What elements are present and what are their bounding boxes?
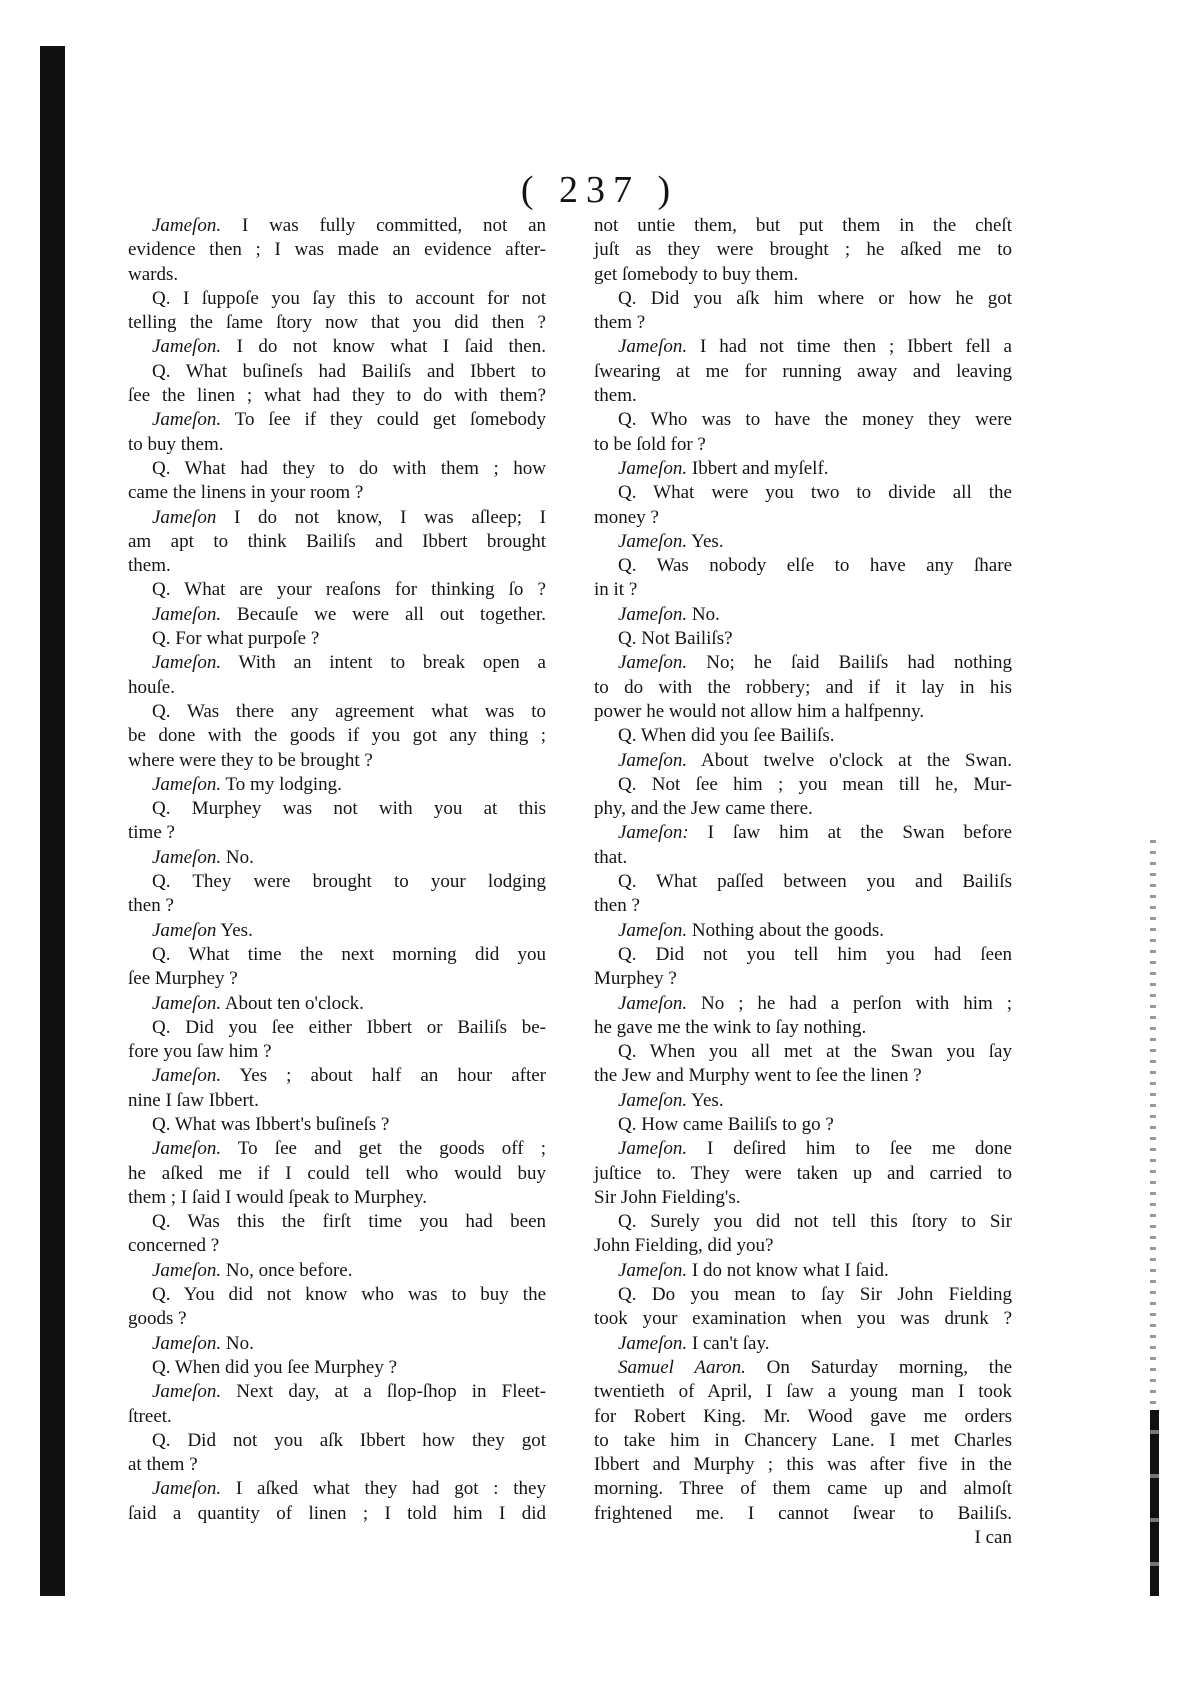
text-line — [128, 1356, 546, 1380]
text-line — [594, 1307, 1012, 1331]
line-text: Q. Do you mean to ſay Sir John Fielding — [618, 1284, 1012, 1306]
text-line — [594, 578, 1012, 602]
line-text: then ? — [128, 895, 174, 917]
text-line — [128, 700, 546, 724]
text-line — [128, 1234, 546, 1258]
speaker-name: Jameſon. — [618, 1089, 688, 1111]
text-line — [128, 1162, 546, 1186]
speaker-name: Jameſon. — [618, 603, 688, 625]
text-line — [594, 506, 1012, 530]
text-line — [594, 335, 1012, 359]
speaker-name: Jameſon. — [152, 409, 222, 431]
text-line — [128, 335, 546, 359]
line-text: juſt as they were brought ; he aſked me to — [594, 239, 1012, 261]
text-line — [128, 676, 546, 700]
text-line — [594, 1016, 1012, 1040]
book-spine-shadow — [40, 46, 65, 1596]
line-text: Q. What paſſed between you and Bailiſs — [618, 871, 1012, 893]
line-text: them. — [594, 385, 637, 407]
line-text: Q. What time the next morning did you — [152, 943, 546, 965]
line-text: telling the ſame ſtory now that you did then ? — [128, 312, 546, 334]
line-text: Yes ; about half an hour after — [221, 1065, 546, 1087]
text-line — [128, 1283, 546, 1307]
text-line — [594, 384, 1012, 408]
text-line — [594, 360, 1012, 384]
speaker-name: Jameſon. — [618, 652, 688, 674]
page-edge-marks — [1150, 840, 1156, 1460]
line-text: ſee Murphey ? — [128, 968, 238, 990]
text-line — [594, 554, 1012, 578]
text-line — [128, 433, 546, 457]
line-text: John Fielding, did you? — [594, 1235, 774, 1257]
text-line — [594, 1429, 1012, 1453]
line-text: No; he ſaid Bailiſs had nothing — [687, 652, 1012, 674]
speaker-name: Jameſon. — [152, 773, 222, 795]
text-line — [594, 1162, 1012, 1186]
text-line — [594, 1502, 1012, 1526]
line-text: Q. What had they to do with them ; how — [152, 457, 546, 479]
text-line — [128, 1307, 546, 1331]
text-line — [594, 457, 1012, 481]
text-line — [594, 1453, 1012, 1477]
page-number: ( 237 ) — [520, 169, 679, 211]
line-text: the Jew and Murphy went to ſee the linen ? — [594, 1065, 922, 1087]
text-line — [594, 1259, 1012, 1283]
line-text: I do not know what I ſaid. — [687, 1259, 889, 1281]
text-line — [594, 1137, 1012, 1161]
text-line — [594, 870, 1012, 894]
text-line — [594, 530, 1012, 554]
line-text: ſtreet. — [128, 1405, 172, 1427]
line-text: About twelve o'clock at the Swan. — [687, 749, 1012, 771]
speaker-name: Jameſon — [152, 506, 217, 528]
text-line — [128, 992, 546, 1016]
text-line — [128, 530, 546, 554]
line-text: I can — [974, 1527, 1012, 1549]
line-text: Yes. — [687, 530, 724, 552]
speaker-name: Samuel Aaron. — [618, 1356, 746, 1378]
line-text: Q. Did you ſee either Ibbert or Bailiſs be- — [152, 1016, 546, 1038]
text-line — [128, 214, 546, 238]
text-line — [128, 1089, 546, 1113]
line-text: Q. They were brought to your lodging — [152, 871, 546, 893]
line-text: them. — [128, 555, 171, 577]
text-line — [594, 773, 1012, 797]
line-text: Q. Did not you aſk Ibbert how they got — [152, 1429, 546, 1451]
text-line — [128, 1186, 546, 1210]
line-text: not untie them, but put them in the cheſt — [594, 215, 1012, 236]
text-line — [594, 846, 1012, 870]
text-line — [128, 1259, 546, 1283]
text-line — [594, 627, 1012, 651]
text-line — [594, 1064, 1012, 1088]
text-line — [594, 287, 1012, 311]
line-text: to be ſold for ? — [594, 433, 706, 455]
line-text: Sir John Fielding's. — [594, 1186, 741, 1208]
line-text: With an intent to break open a — [221, 652, 546, 674]
text-line — [128, 894, 546, 918]
text-line — [128, 360, 546, 384]
line-text: Becauſe we were all out together. — [221, 603, 546, 625]
line-text: I deſired him to ſee me done — [687, 1138, 1012, 1160]
line-text: No. — [221, 1332, 254, 1354]
text-line — [128, 870, 546, 894]
line-text: to do with the robbery; and if it lay in his — [594, 676, 1012, 698]
line-text: Yes. — [687, 1089, 724, 1111]
speaker-name: Jameſon — [152, 919, 217, 941]
text-line — [594, 919, 1012, 943]
text-line — [128, 773, 546, 797]
speaker-name: Jameſon. — [618, 1138, 688, 1160]
line-text: where were they to be brought ? — [128, 749, 373, 771]
line-text: Next day, at a ſlop-ſhop in Fleet- — [221, 1381, 546, 1403]
text-line — [594, 967, 1012, 991]
text-line — [128, 1453, 546, 1477]
line-text: Q. What are your reaſons for thinking ſo ? — [152, 579, 546, 601]
line-text: Q. When did you ſee Murphey ? — [152, 1356, 398, 1378]
line-text: Q. Murphey was not with you at this — [152, 798, 546, 820]
line-text: houſe. — [128, 676, 175, 698]
line-text: time ? — [128, 822, 175, 844]
line-text: to take him in Chancery Lane. I met Charles — [594, 1429, 1012, 1451]
text-line — [128, 408, 546, 432]
text-line — [128, 967, 546, 991]
page-edge-bar — [1150, 1410, 1159, 1596]
line-text: Q. What was Ibbert's buſineſs ? — [152, 1113, 390, 1135]
line-text: I aſked what they had got : they — [221, 1478, 546, 1500]
line-text: phy, and the Jew came there. — [594, 798, 813, 820]
speaker-name: Jameſon. — [618, 1259, 688, 1281]
line-text: Ibbert and myſelf. — [687, 457, 829, 479]
text-line — [594, 700, 1012, 724]
line-text: Yes. — [216, 919, 253, 941]
line-text: Q. When you all met at the Swan you ſay — [618, 1041, 1012, 1063]
text-line — [594, 238, 1012, 262]
line-text: twentieth of April, I ſaw a young man I took — [594, 1381, 1012, 1403]
speaker-name: Jameſon. — [618, 336, 688, 358]
speaker-name: Jameſon: — [618, 822, 689, 844]
line-text: Q. When did you ſee Bailiſs. — [618, 725, 835, 747]
speaker-name: Jameſon. — [152, 1332, 222, 1354]
line-text: No ; he had a perſon with him ; — [687, 992, 1012, 1014]
text-line — [128, 506, 546, 530]
text-line — [594, 263, 1012, 287]
line-text: Q. Surely you did not tell this ſtory to Sir — [618, 1211, 1012, 1233]
text-line — [128, 1502, 546, 1526]
line-text: Q. Did not you tell him you had ſeen — [618, 943, 1012, 965]
line-text: I ſaw him at the Swan before — [688, 822, 1012, 844]
line-text: I do not know what I ſaid then. — [221, 336, 546, 358]
line-text: ſaid a quantity of linen ; I told him I did — [128, 1502, 546, 1524]
text-line — [594, 1089, 1012, 1113]
line-text: at them ? — [128, 1454, 198, 1476]
speaker-name: Jameſon. — [152, 1065, 222, 1087]
line-text: Q. Not ſee him ; you mean till he, Mur- — [618, 773, 1012, 795]
line-text: To my lodging. — [221, 773, 342, 795]
text-line — [128, 943, 546, 967]
line-text: On Saturday morning, the — [745, 1356, 1012, 1378]
line-text: I had not time then ; Ibbert fell a — [687, 336, 1012, 358]
line-text: morning. Three of them came up and almoſt — [594, 1478, 1012, 1500]
line-text: frightened me. I cannot ſwear to Bailiſs. — [594, 1502, 1012, 1524]
line-text: wards. — [128, 263, 179, 285]
text-line — [128, 311, 546, 335]
text-line — [594, 1526, 1012, 1550]
text-line — [594, 433, 1012, 457]
line-text: Q. Was nobody elſe to have any ſhare — [618, 555, 1012, 577]
line-text: be done with the goods if you got any thing ; — [128, 725, 546, 747]
text-line — [594, 1040, 1012, 1064]
text-line — [594, 1186, 1012, 1210]
line-text: came the linens in your room ? — [128, 482, 364, 504]
line-text: Q. What buſineſs had Bailiſs and Ibbert to — [152, 360, 546, 382]
text-line — [128, 1040, 546, 1064]
speaker-name: Jameſon. — [618, 457, 688, 479]
left-column — [128, 214, 546, 1526]
speaker-name: Jameſon. — [152, 336, 222, 358]
line-text: I can't ſay. — [687, 1332, 770, 1354]
line-text: to buy them. — [128, 433, 224, 455]
line-text: To ſee and get the goods off ; — [221, 1138, 546, 1160]
text-line — [128, 457, 546, 481]
text-line — [128, 821, 546, 845]
line-text: Q. You did not know who was to buy the — [152, 1284, 546, 1306]
line-text: power he would not allow him a halfpenny. — [594, 700, 925, 722]
line-text: am apt to think Bailiſs and Ibbert brought — [128, 530, 546, 552]
text-line — [128, 603, 546, 627]
text-line — [128, 724, 546, 748]
text-line — [594, 1477, 1012, 1501]
line-text: ſee the linen ; what had they to do with them? — [128, 385, 546, 407]
line-text: ſwearing at me for running away and leaving — [594, 360, 1012, 382]
line-text: that. — [594, 846, 628, 868]
text-line — [128, 554, 546, 578]
text-line — [128, 1137, 546, 1161]
line-text: goods ? — [128, 1308, 187, 1330]
line-text: To ſee if they could get ſomebody — [221, 409, 546, 431]
text-line — [128, 919, 546, 943]
line-text: get ſomebody to buy them. — [594, 263, 799, 285]
line-text: then ? — [594, 895, 640, 917]
text-line — [594, 1234, 1012, 1258]
line-text: fore you ſaw him ? — [128, 1041, 272, 1063]
line-text: No. — [221, 846, 254, 868]
line-text: took your examination when you was drunk ? — [594, 1308, 1012, 1330]
line-text: them ; I ſaid I would ſpeak to Murphey. — [128, 1186, 428, 1208]
text-line — [594, 992, 1012, 1016]
text-line — [594, 821, 1012, 845]
speaker-name: Jameſon. — [618, 919, 688, 941]
speaker-name: Jameſon. — [152, 603, 222, 625]
text-line — [594, 894, 1012, 918]
speaker-name: Jameſon. — [152, 846, 222, 868]
text-line — [128, 1064, 546, 1088]
text-line — [594, 1356, 1012, 1380]
text-line — [128, 238, 546, 262]
text-line — [128, 1380, 546, 1404]
text-line — [594, 1380, 1012, 1404]
line-text: Q. Was there any agreement what was to — [152, 700, 546, 722]
speaker-name: Jameſon. — [152, 1138, 222, 1160]
speaker-name: Jameſon. — [152, 1381, 222, 1403]
line-text: in it ? — [594, 579, 638, 601]
line-text: evidence then ; I was made an evidence after- — [128, 239, 546, 261]
text-line — [128, 846, 546, 870]
text-line — [128, 1477, 546, 1501]
right-column — [594, 214, 1012, 1550]
text-line — [128, 481, 546, 505]
speaker-name: Jameſon. — [618, 530, 688, 552]
speaker-name: Jameſon. — [618, 1332, 688, 1354]
line-text: Q. How came Bailiſs to go ? — [618, 1113, 834, 1135]
speaker-name: Jameſon. — [152, 1259, 222, 1281]
text-line — [128, 384, 546, 408]
text-line — [128, 797, 546, 821]
line-text: he gave me the wink to ſay nothing. — [594, 1016, 867, 1038]
text-line — [594, 1283, 1012, 1307]
text-line — [594, 724, 1012, 748]
speaker-name: Jameſon. — [152, 215, 222, 236]
speaker-name: Jameſon. — [618, 749, 688, 771]
text-line — [128, 578, 546, 602]
text-line — [594, 1332, 1012, 1356]
text-line — [128, 651, 546, 675]
line-text: Q. I ſuppoſe you ſay this to account for not — [152, 287, 546, 309]
line-text: he aſked me if I could tell who would buy — [128, 1162, 546, 1184]
text-line — [594, 749, 1012, 773]
text-line — [594, 1113, 1012, 1137]
text-line — [594, 481, 1012, 505]
text-line — [594, 651, 1012, 675]
text-line — [128, 263, 546, 287]
line-text: Q. Did you aſk him where or how he got — [618, 287, 1012, 309]
text-line — [128, 749, 546, 773]
line-text: Q. Who was to have the money they were — [618, 409, 1012, 431]
speaker-name: Jameſon. — [152, 992, 222, 1014]
line-text: I do not know, I was aſleep; I — [216, 506, 546, 528]
speaker-name: Jameſon. — [618, 992, 688, 1014]
text-line — [128, 1113, 546, 1137]
speaker-name: Jameſon. — [152, 1478, 222, 1500]
text-line — [594, 1210, 1012, 1234]
text-line — [128, 1016, 546, 1040]
line-text: juſtice to. They were taken up and carried to — [594, 1162, 1012, 1184]
text-line — [594, 408, 1012, 432]
line-text: About ten o'clock. — [221, 992, 364, 1014]
line-text: money ? — [594, 506, 659, 528]
text-line — [594, 603, 1012, 627]
text-line — [128, 1332, 546, 1356]
text-line — [594, 214, 1012, 238]
line-text: Q. Not Bailiſs? — [618, 628, 733, 650]
speaker-name: Jameſon. — [152, 652, 222, 674]
text-line — [594, 311, 1012, 335]
text-line — [128, 627, 546, 651]
text-line — [594, 797, 1012, 821]
text-line — [128, 287, 546, 311]
line-text: Q. For what purpoſe ? — [152, 628, 320, 650]
text-line — [128, 1429, 546, 1453]
line-text: nine I ſaw Ibbert. — [128, 1089, 259, 1111]
text-line — [594, 676, 1012, 700]
text-line — [128, 1405, 546, 1429]
line-text: I was fully committed, not an — [221, 215, 546, 236]
line-text: Nothing about the goods. — [687, 919, 884, 941]
line-text: Q. What were you two to divide all the — [618, 482, 1012, 504]
line-text: No, once before. — [221, 1259, 353, 1281]
text-line — [594, 943, 1012, 967]
line-text: concerned ? — [128, 1235, 220, 1257]
text-line — [128, 1210, 546, 1234]
line-text: Ibbert and Murphy ; this was after five in the — [594, 1454, 1012, 1476]
line-text: Q. Was this the firſt time you had been — [152, 1211, 546, 1233]
line-text: No. — [687, 603, 720, 625]
line-text: for Robert King. Mr. Wood gave me orders — [594, 1405, 1012, 1427]
text-line — [594, 1405, 1012, 1429]
line-text: Murphey ? — [594, 968, 677, 990]
line-text: them ? — [594, 312, 646, 334]
